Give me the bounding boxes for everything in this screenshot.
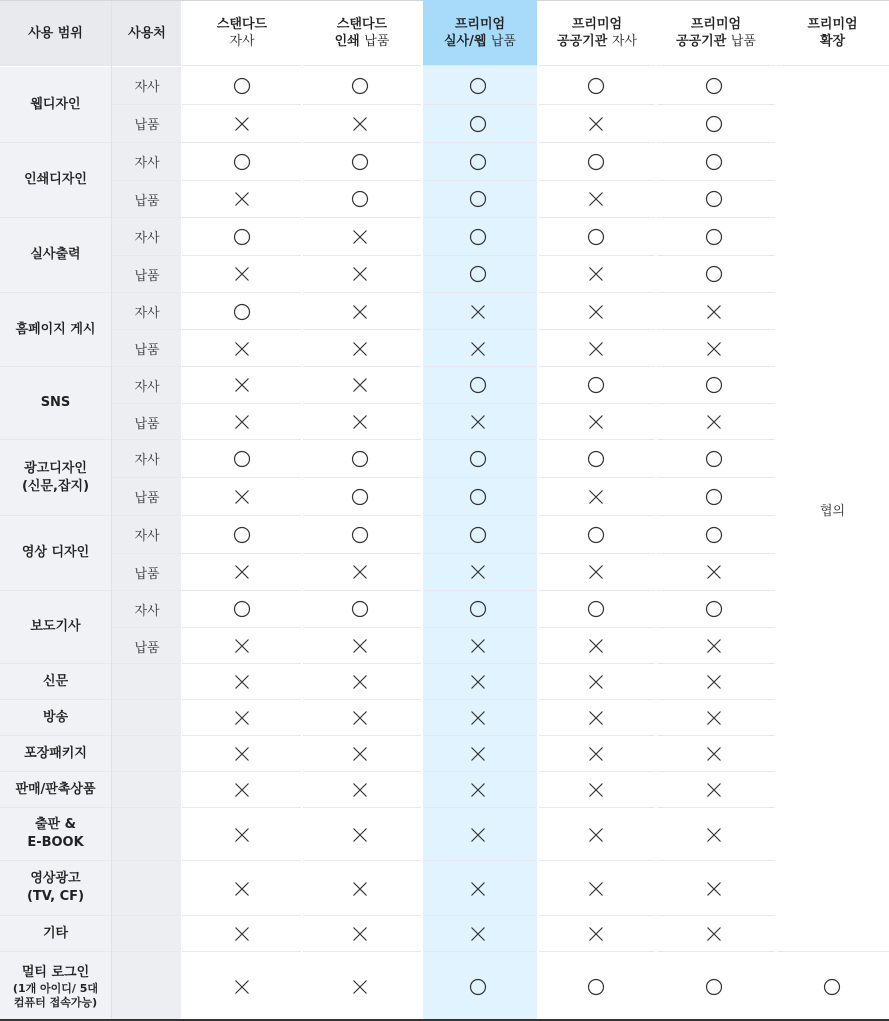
usage-cell: 자사	[112, 367, 182, 403]
cross-icon	[586, 562, 606, 582]
category-label	[16, 321, 96, 339]
cross-icon	[232, 977, 252, 997]
cross-icon	[468, 825, 488, 845]
category-label-line: 광고디자인	[24, 460, 87, 476]
column-header-tier: 프리미엄	[571, 17, 623, 32]
cross-icon	[350, 264, 370, 284]
cross-icon	[468, 672, 488, 692]
circle-icon	[468, 525, 488, 545]
column-header-6	[776, 1, 889, 65]
category-label-line: (신문,잡지)	[21, 478, 90, 494]
circle-icon	[232, 227, 252, 247]
column-separator	[655, 1, 657, 1021]
cross-icon	[586, 708, 606, 728]
cross-icon	[350, 636, 370, 656]
category-11	[0, 736, 111, 771]
cross-icon	[350, 825, 370, 845]
usage-cell	[112, 664, 182, 699]
category-label-line: 홈페이지 게시	[15, 321, 96, 337]
cross-icon	[350, 375, 370, 395]
cross-icon	[350, 977, 370, 997]
category-3	[0, 218, 111, 292]
usage-cell: 납품	[112, 330, 182, 366]
category-label-line: 영상 디자인	[21, 545, 90, 560]
column-header-detail-part: 확장	[819, 34, 846, 49]
category-label-line: 실사출력	[30, 247, 81, 262]
usage-cell: 자사	[112, 293, 182, 329]
cross-icon	[704, 412, 724, 432]
column-header-tier: 프리미엄	[690, 17, 742, 32]
circle-icon	[350, 525, 370, 545]
category-2	[0, 143, 111, 217]
circle-icon	[350, 487, 370, 507]
category-label	[24, 171, 87, 189]
cross-icon	[350, 114, 370, 134]
circle-icon	[232, 599, 252, 619]
cross-icon	[232, 744, 252, 764]
header-divider	[0, 65, 889, 66]
cross-icon	[350, 780, 370, 800]
column-header-detail	[229, 33, 254, 50]
usage-cell: 자사	[112, 67, 182, 104]
circle-icon	[822, 977, 842, 997]
cross-icon	[232, 189, 252, 209]
category-label	[30, 246, 80, 264]
cross-icon	[704, 672, 724, 692]
circle-icon	[704, 189, 724, 209]
circle-icon	[586, 76, 606, 96]
column-separator	[421, 1, 423, 1021]
circle-icon	[586, 152, 606, 172]
column-header-detail-part: 납품	[730, 34, 756, 49]
cross-icon	[350, 879, 370, 899]
circle-icon	[704, 487, 724, 507]
column-separator	[181, 1, 182, 1021]
cross-icon	[232, 924, 252, 944]
circle-icon	[468, 264, 488, 284]
category-label	[22, 460, 89, 496]
cross-icon	[586, 780, 606, 800]
cross-icon	[586, 879, 606, 899]
header-scope-label: 사용 범위	[28, 25, 83, 41]
category-16	[0, 952, 111, 1021]
circle-icon	[468, 375, 488, 395]
usage-cell	[112, 916, 182, 951]
category-14	[0, 861, 111, 915]
sub-row-divider	[112, 553, 776, 554]
circle-icon	[350, 76, 370, 96]
cross-icon	[586, 339, 606, 359]
column-separator	[301, 1, 303, 1021]
column-header-tier: 프리미엄	[807, 17, 858, 32]
cross-icon	[232, 114, 252, 134]
cross-icon	[350, 562, 370, 582]
circle-icon	[586, 375, 606, 395]
category-label-line: 방송	[42, 709, 69, 725]
category-label-line: 기타	[42, 925, 69, 941]
usage-cell	[112, 952, 182, 1021]
usage-cell	[112, 808, 182, 860]
sub-row-divider	[112, 627, 776, 628]
cross-icon	[232, 339, 252, 359]
usage-cell: 납품	[112, 478, 182, 515]
header-usage-label: 사용처	[128, 25, 166, 41]
column-header-detail-part: 공공기관	[676, 34, 731, 49]
circle-icon	[586, 449, 606, 469]
category-label	[43, 925, 68, 943]
circle-icon	[704, 525, 724, 545]
circle-icon	[586, 525, 606, 545]
usage-cell	[112, 772, 182, 807]
category-label	[27, 870, 84, 906]
circle-icon	[704, 152, 724, 172]
column-header-detail	[444, 33, 516, 50]
sub-row-divider	[112, 255, 776, 256]
category-label-line: 인쇄디자인	[24, 172, 87, 187]
category-label-line: 멀티 로그인	[21, 964, 90, 980]
header-scope	[0, 1, 111, 65]
cross-icon	[704, 825, 724, 845]
category-label-line: 웹디자인	[30, 96, 81, 112]
header-usage	[112, 1, 182, 65]
circle-icon	[704, 227, 724, 247]
category-label	[41, 394, 71, 412]
circle-icon	[350, 599, 370, 619]
category-label-line: (TV, CF)	[26, 889, 85, 904]
cross-icon	[586, 302, 606, 322]
cross-icon	[468, 780, 488, 800]
cross-icon	[704, 924, 724, 944]
circle-icon	[350, 189, 370, 209]
cross-icon	[468, 562, 488, 582]
category-label	[30, 618, 80, 636]
sidebar-separator	[111, 1, 112, 1021]
category-label-line: 판매/판촉상품	[15, 781, 96, 797]
circle-icon	[232, 302, 252, 322]
sub-row-divider	[112, 180, 776, 181]
cross-icon	[586, 487, 606, 507]
cross-icon	[350, 302, 370, 322]
cross-icon	[704, 879, 724, 899]
cross-icon	[704, 302, 724, 322]
category-4	[0, 293, 111, 366]
usage-cell: 자사	[112, 591, 182, 627]
usage-cell: 자사	[112, 143, 182, 180]
column-header-tier: 스탠다드	[216, 17, 268, 32]
cross-icon	[468, 339, 488, 359]
category-label	[15, 781, 95, 799]
circle-icon	[704, 977, 724, 997]
column-header-detail-part: 실사/웹	[443, 34, 491, 49]
circle-icon	[468, 189, 488, 209]
column-header-detail-part: 자사	[229, 34, 255, 49]
cross-icon	[704, 636, 724, 656]
cross-icon	[350, 744, 370, 764]
usage-cell: 납품	[112, 105, 182, 142]
category-label	[43, 709, 68, 727]
category-6	[0, 440, 111, 515]
usage-cell: 납품	[112, 404, 182, 440]
cross-icon	[232, 825, 252, 845]
cross-icon	[586, 114, 606, 134]
column-header-detail-part: 납품	[364, 34, 390, 49]
category-label-line: SNS	[40, 395, 71, 410]
cross-icon	[704, 562, 724, 582]
circle-icon	[704, 114, 724, 134]
cross-icon	[350, 708, 370, 728]
category-label	[43, 673, 68, 691]
circle-icon	[468, 487, 488, 507]
cross-icon	[468, 636, 488, 656]
cross-icon	[586, 744, 606, 764]
cross-icon	[232, 636, 252, 656]
cross-icon	[232, 562, 252, 582]
usage-cell: 자사	[112, 440, 182, 477]
category-15	[0, 916, 111, 951]
column-header-detail	[335, 33, 390, 50]
cross-icon	[468, 708, 488, 728]
cross-icon	[586, 189, 606, 209]
sub-row-divider	[112, 477, 776, 478]
category-12	[0, 772, 111, 807]
circle-icon	[232, 76, 252, 96]
circle-icon	[468, 152, 488, 172]
usage-cell: 납품	[112, 256, 182, 293]
cross-icon	[586, 924, 606, 944]
cross-icon	[232, 487, 252, 507]
category-10	[0, 700, 111, 735]
column-separator	[775, 1, 777, 1021]
circle-icon	[586, 227, 606, 247]
cross-icon	[350, 412, 370, 432]
usage-cell	[112, 700, 182, 735]
column-header-5	[656, 1, 776, 65]
column-header-1	[182, 1, 302, 65]
cross-icon	[704, 708, 724, 728]
usage-cell: 납품	[112, 554, 182, 591]
circle-icon	[468, 977, 488, 997]
cross-icon	[350, 339, 370, 359]
sub-row-divider	[112, 403, 776, 404]
column-header-tier: 프리미엄	[454, 17, 506, 32]
category-13	[0, 808, 111, 860]
cross-icon	[586, 412, 606, 432]
cross-icon	[468, 879, 488, 899]
usage-cell: 자사	[112, 516, 182, 553]
column-header-detail	[676, 33, 756, 50]
category-label	[24, 745, 87, 763]
usage-cell	[112, 861, 182, 915]
category-label-line: (1개 아이디/ 5대	[12, 981, 99, 995]
cross-icon	[232, 780, 252, 800]
category-label-line: 포장패키지	[24, 745, 87, 761]
cross-icon	[468, 744, 488, 764]
column-header-detail-part: 납품	[490, 34, 517, 49]
circle-icon	[468, 114, 488, 134]
column-header-2	[302, 1, 422, 65]
cross-icon	[232, 708, 252, 728]
circle-icon	[468, 599, 488, 619]
category-9	[0, 664, 111, 699]
column-separator	[537, 1, 539, 1021]
category-label-line: 출판 &	[35, 817, 76, 832]
column-header-detail-part: 자사	[611, 34, 637, 49]
circle-icon	[586, 977, 606, 997]
category-label	[30, 96, 80, 114]
circle-icon	[232, 152, 252, 172]
cross-icon	[586, 672, 606, 692]
circle-icon	[468, 76, 488, 96]
category-label	[13, 964, 98, 1010]
category-label-line: E-BOOK	[27, 835, 84, 850]
cross-icon	[232, 264, 252, 284]
sub-row-divider	[112, 329, 776, 330]
category-label-line: 컴퓨터 접속가능)	[13, 995, 98, 1009]
cross-icon	[350, 227, 370, 247]
column-header-4	[538, 1, 656, 65]
cross-icon	[350, 924, 370, 944]
circle-icon	[704, 76, 724, 96]
category-5	[0, 367, 111, 439]
circle-icon	[704, 264, 724, 284]
cross-icon	[232, 375, 252, 395]
usage-cell: 납품	[112, 181, 182, 218]
cross-icon	[468, 302, 488, 322]
cross-icon	[468, 412, 488, 432]
extended-negotiable-note: 협의	[820, 504, 846, 519]
category-label	[27, 816, 83, 852]
cross-icon	[704, 780, 724, 800]
cross-icon	[468, 924, 488, 944]
cross-icon	[232, 412, 252, 432]
category-8	[0, 591, 111, 663]
circle-icon	[232, 525, 252, 545]
column-header-tier: 스탠다드	[336, 17, 388, 32]
usage-cell	[112, 736, 182, 771]
circle-icon	[350, 152, 370, 172]
cross-icon	[586, 825, 606, 845]
column-header-detail	[557, 33, 637, 50]
column-header-detail-part: 인쇄	[334, 34, 365, 49]
column-header-detail-part: 공공기관	[557, 34, 612, 49]
circle-icon	[704, 599, 724, 619]
cross-icon	[350, 672, 370, 692]
circle-icon	[468, 227, 488, 247]
category-label-line: 영상광고	[30, 871, 81, 886]
column-header-3	[422, 1, 538, 65]
category-label-line: 신문	[42, 673, 69, 689]
cross-icon	[704, 744, 724, 764]
usage-cell: 납품	[112, 628, 182, 664]
circle-icon	[350, 449, 370, 469]
category-label-line: 보도기사	[30, 619, 81, 634]
cross-icon	[704, 339, 724, 359]
circle-icon	[704, 375, 724, 395]
cross-icon	[586, 636, 606, 656]
circle-icon	[586, 599, 606, 619]
category-1	[0, 67, 111, 142]
cross-icon	[586, 264, 606, 284]
category-7	[0, 516, 111, 590]
sub-row-divider	[112, 104, 776, 105]
column-header-detail	[820, 33, 845, 50]
circle-icon	[468, 449, 488, 469]
category-label	[22, 544, 89, 562]
usage-cell: 자사	[112, 218, 182, 255]
cross-icon	[232, 672, 252, 692]
cross-icon	[232, 879, 252, 899]
circle-icon	[232, 449, 252, 469]
circle-icon	[704, 449, 724, 469]
